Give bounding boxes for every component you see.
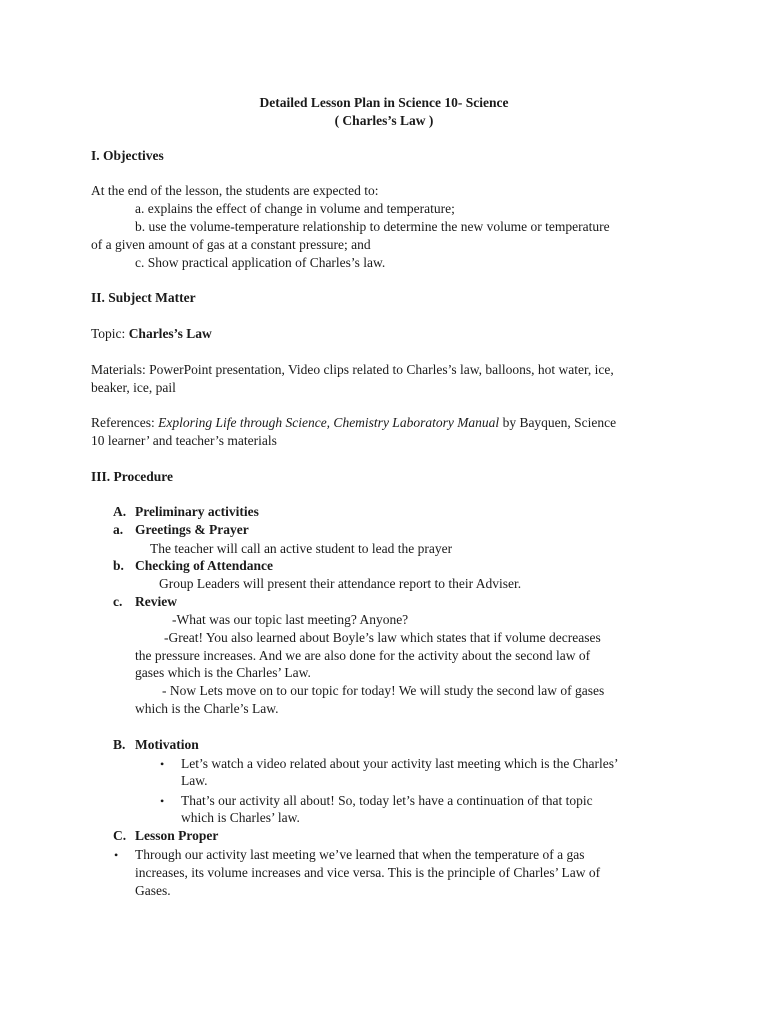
topic-value: Charles’s Law xyxy=(128,326,212,341)
objectives-intro: At the end of the lesson, the students are expected to: xyxy=(91,183,379,198)
objective-b-line2: of a given amount of gas at a constant pressure; and xyxy=(91,237,371,252)
section-a-label: Preliminary activities xyxy=(135,504,259,519)
review-line5: - Now Lets move on to our topic for today! We will study the second law of gases xyxy=(162,683,605,698)
references-titles: Exploring Life through Science, Chemistry Laboratory Manual xyxy=(158,415,500,430)
review-line3: the pressure increases. And we are also done for the activity about the second law of xyxy=(135,648,591,663)
subject-matter-heading: II. Subject Matter xyxy=(91,290,196,305)
section-b-label: Motivation xyxy=(135,737,199,752)
motivation-bullet2-line2: which is Charles’ law. xyxy=(181,810,300,825)
document-subtitle: ( Charles’s Law ) xyxy=(334,113,434,128)
item-c-label: Review xyxy=(135,594,177,609)
procedure-heading: III. Procedure xyxy=(91,469,173,484)
section-c-marker: C. xyxy=(113,828,127,843)
item-b-text: Group Leaders will present their attendance report to their Adviser. xyxy=(159,576,522,591)
bullet-icon: • xyxy=(160,794,165,808)
section-c-label: Lesson Proper xyxy=(135,828,219,843)
review-line4: gases which is the Charles’ Law. xyxy=(135,665,311,680)
objectives-heading: I. Objectives xyxy=(91,148,164,163)
objective-b-line1: b. use the volume-temperature relationship to determine the new volume or temperature xyxy=(135,219,610,234)
objective-a: a. explains the effect of change in volume and temperature; xyxy=(135,201,455,216)
section-b-marker: B. xyxy=(113,737,126,752)
materials-line2: beaker, ice, pail xyxy=(91,380,176,395)
review-line1: -What was our topic last meeting? Anyone? xyxy=(172,612,409,627)
bullet-icon: • xyxy=(160,757,165,771)
document-title: Detailed Lesson Plan in Science 10- Science xyxy=(259,95,509,110)
motivation-bullet2-line1: That’s our activity all about! So, today let’s have a continuation of that topic xyxy=(181,793,593,808)
topic-line xyxy=(91,325,212,343)
lesson-proper-line3: Gases. xyxy=(135,883,171,898)
item-c-marker: c. xyxy=(113,594,123,609)
lesson-proper-line2: increases, its volume increases and vice versa. This is the principle of Charles’ Law of xyxy=(135,865,601,880)
review-line2: -Great! You also learned about Boyle’s law which states that if volume decreases xyxy=(164,630,601,645)
item-a-text: The teacher will call an active student to lead the prayer xyxy=(150,541,453,556)
motivation-bullet1-line2: Law. xyxy=(181,773,208,788)
references-author: by Bayquen, Science xyxy=(502,415,617,430)
lesson-proper-line1: Through our activity last meeting we’ve learned that when the temperature of a gas xyxy=(135,847,585,862)
references-line1 xyxy=(91,414,616,432)
references-label: References: xyxy=(91,415,155,430)
item-b-label: Checking of Attendance xyxy=(135,558,273,573)
references-line2: 10 learner’ and teacher’s materials xyxy=(91,433,277,448)
topic-label: Topic: xyxy=(91,326,126,341)
item-a-label: Greetings & Prayer xyxy=(135,522,249,537)
review-line6: which is the Charle’s Law. xyxy=(135,701,279,716)
objective-c: c. Show practical application of Charles’s law. xyxy=(135,255,386,270)
section-a-marker: A. xyxy=(113,504,127,519)
bullet-icon: • xyxy=(114,848,119,862)
motivation-bullet1-line1: Let’s watch a video related about your activity last meeting which is the Charles’ xyxy=(181,756,619,771)
item-a-marker: a. xyxy=(113,522,124,537)
item-b-marker: b. xyxy=(113,558,124,573)
materials-line1: Materials: PowerPoint presentation, Video clips related to Charles’s law, balloons, hot water, ice, xyxy=(91,362,614,377)
